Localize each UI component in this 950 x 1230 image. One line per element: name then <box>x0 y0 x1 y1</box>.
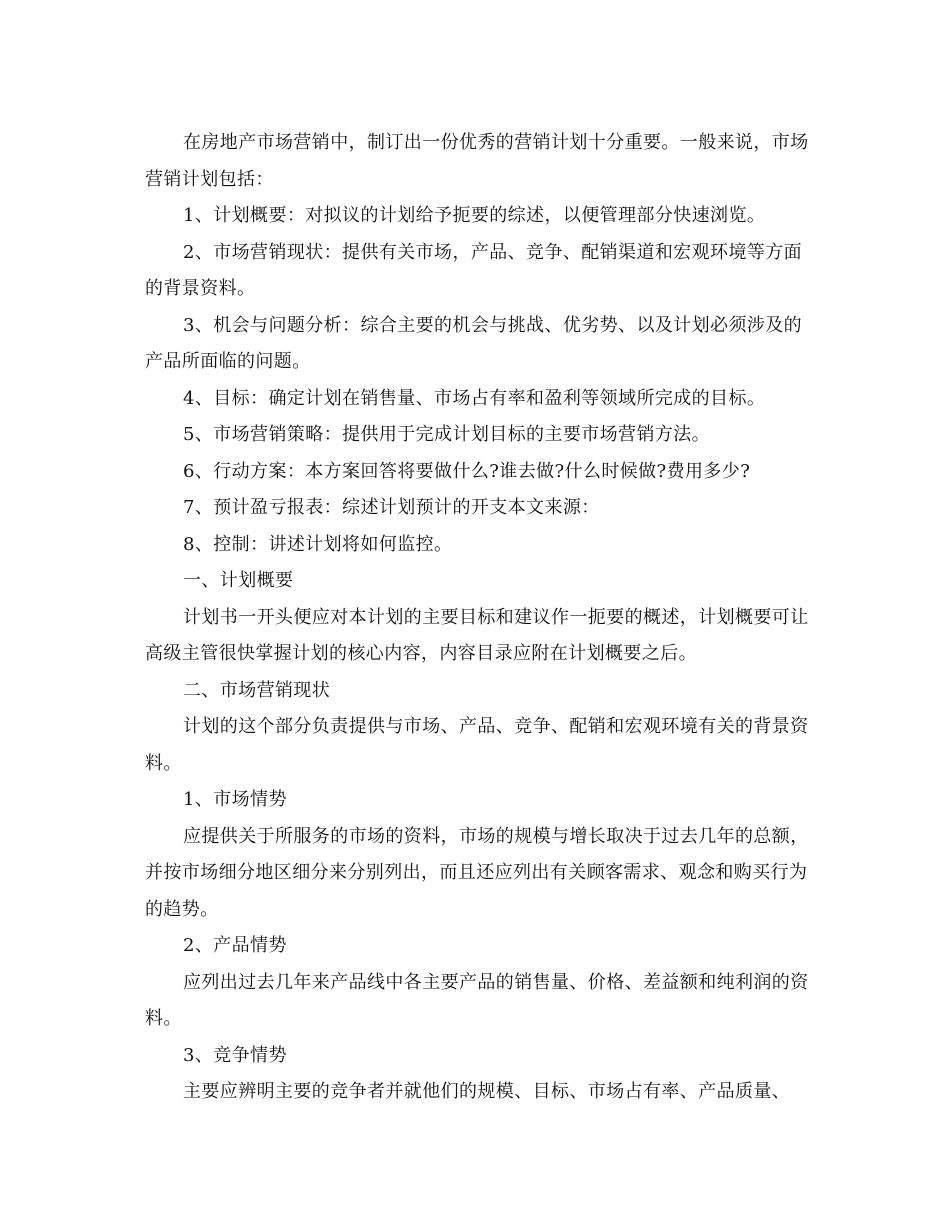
summary-paragraph: 计划书一开头便应对本计划的主要目标和建议作一扼要的概述，计划概要可让高级主管很快掌握计划的核心内容，内容目录应附在计划概要之后。 <box>145 606 809 664</box>
intro-paragraph: 在房地产市场营销中，制订出一份优秀的营销计划十分重要。一般来说，市场营销计划包括： <box>145 132 809 190</box>
subheading-competition: 3、竞争情势 <box>183 1044 287 1066</box>
subheading-market: 1、市场情势 <box>183 789 287 810</box>
status-paragraph: 计划的这个部分负责提供与市场、产品、竞争、配销和宏观环境有关的背景资料。 <box>145 716 809 774</box>
plan-item-7: 7、预计盈亏报表：综述计划预计的开支本文来源： <box>183 497 600 518</box>
product-paragraph: 应列出过去几年来产品线中各主要产品的销售量、价格、差益额和纯利润的资料。 <box>145 971 809 1029</box>
competition-paragraph: 主要应辨明主要的竞争者并就他们的规模、目标、市场占有率、产品质量、 <box>183 1081 791 1102</box>
plan-item-2: 2、市场营销现状：提供有关市场，产品、竞争、配销渠道和宏观环境等方面的背景资料。 <box>145 241 803 299</box>
plan-item-6: 6、行动方案：本方案回答将要做什么?谁去做?什么时候做?费用多少? <box>183 460 751 482</box>
market-paragraph: 应提供关于所服务的市场的资料，市场的规模与增长取决于过去几年的总额，并按市场细分地区细分来分别列出，而且还应列出有关顾客需求、观念和购买行为的趋势。 <box>145 825 809 920</box>
plan-item-1: 1、计划概要：对拟议的计划给予扼要的综述，以便管理部分快速浏览。 <box>183 205 766 226</box>
plan-item-4: 4、目标：确定计划在销售量、市场占有率和盈利等领域所完成的目标。 <box>183 387 766 409</box>
document-body <box>145 125 810 1111</box>
plan-item-5: 5、市场营销策略：提供用于完成计划目标的主要市场营销方法。 <box>183 424 711 445</box>
section-heading-summary: 一、计划概要 <box>183 570 294 591</box>
subheading-product: 2、产品情势 <box>183 935 287 956</box>
plan-item-3: 3、机会与问题分析：综合主要的机会与挑战、优劣势、以及计划必须涉及的产品所面临的问题。 <box>145 314 803 372</box>
section-heading-status: 二、市场营销现状 <box>183 679 331 701</box>
plan-item-8: 8、控制：讲述计划将如何监控。 <box>183 533 453 555</box>
